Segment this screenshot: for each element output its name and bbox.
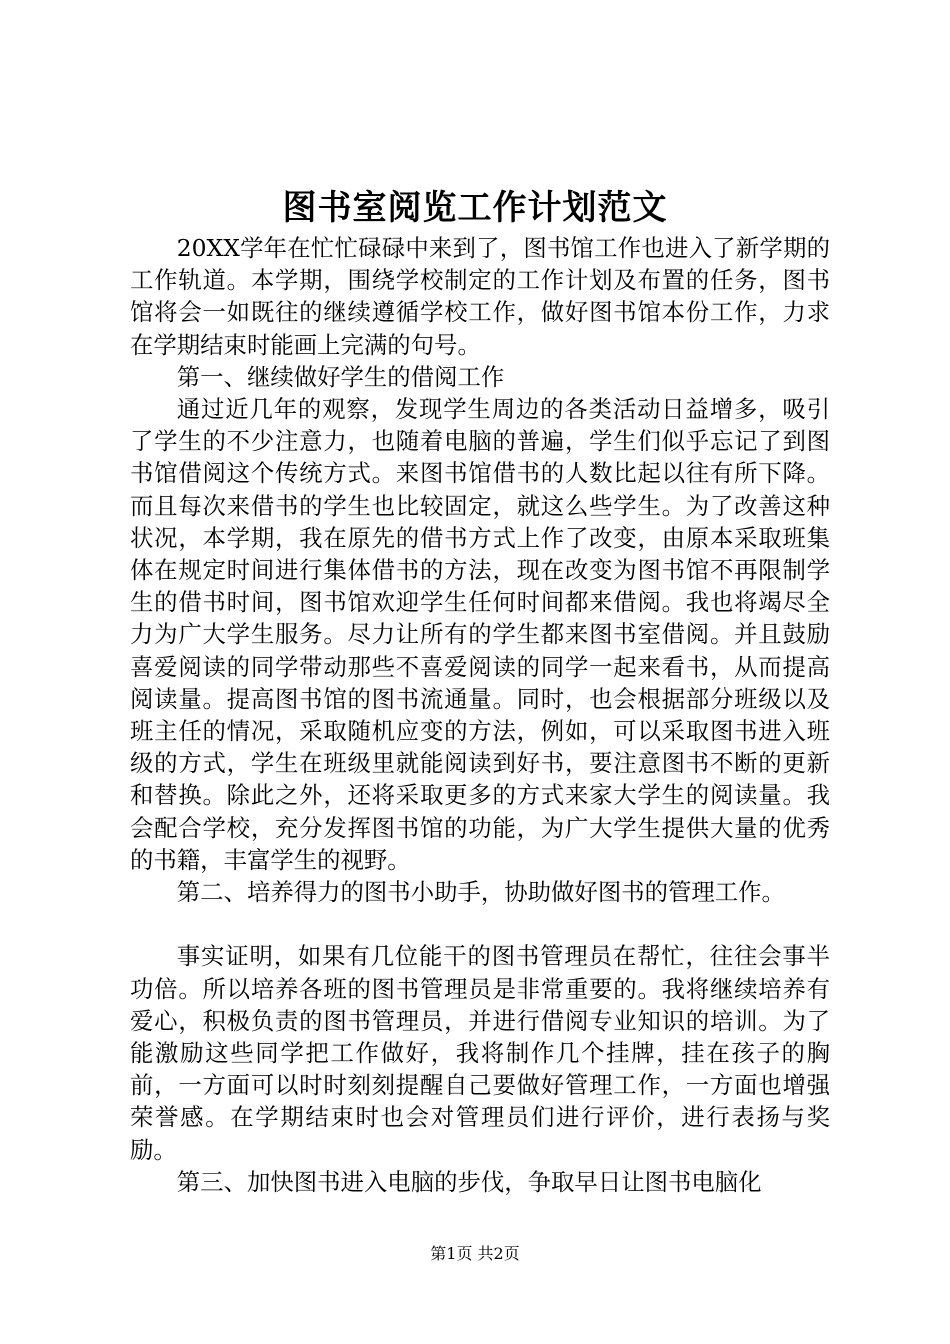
section-2-paragraph: 事实证明，如果有几位能干的图书管理员在帮忙，往往会事半功倍。所以培养各班的图书管理员是非常重要的。我将继续培养有爱心，积极负责的图书管理员，并进行借阅专业知识的培训。为了能激励这些同学把工作做好，我将制作几个挂牌，挂在孩子的胸前，一方面可以时时刻刻提醒自己要做好管理工作，一方面也增强荣誉感。在学期结束时也会对管理员们进行评价，进行表扬与奖励。: [130, 942, 830, 1164]
document-body: [130, 232, 830, 1198]
document-title: 图书室阅览工作计划范文: [282, 188, 668, 228]
blank-line: [130, 908, 830, 940]
section-1-paragraph: 通过近几年的观察，发现学生周边的各类活动日益增多，吸引了学生的不少注意力，也随着电脑的普遍，学生们似乎忘记了到图书馆借阅这个传统方式。来图书馆借书的人数比起以往有所下降。而且每次来借书的学生也比较固定，就这么些学生。为了改善这种状况，本学期，我在原先的借书方式上作了改变，由原本采取班集体在规定时间进行集体借书的方法，现在改变为图书馆不再限制学生的借书时间，图书馆欢迎学生任何时间都来借阅。我也将竭尽全力为广大学生服务。尽力让所有的学生都来图书室借阅。并且鼓励喜爱阅读的同学带动那些不喜爱阅读的同学一起来看书，从而提高阅读量。提高图书馆的图书流通量。同时，也会根据部分班级以及班主任的情况，采取随机应变的方法，例如，可以采取图书进入班级的方式，学生在班级里就能阅读到好书，要注意图书不断的更新和替换。除此之外，还将采取更多的方式来家大学生的阅读量。我会配合学校，充分发挥图书馆的功能，为广大学生提供大量的优秀的书籍，丰富学生的视野。: [130, 395, 830, 874]
page-footer: 第1页 共2页: [430, 1244, 520, 1263]
section-heading-3: 第三、加快图书进入电脑的步伐，争取早日让图书电脑化: [176, 1167, 762, 1196]
intro-paragraph: 20XX学年在忙忙碌碌中来到了，图书馆工作也进入了新学期的工作轨道。本学期，围绕学校制定的工作计划及布置的任务，图书馆将会一如既往的继续遵循学校工作，做好图书馆本份工作，力求在学期结束时能画上完满的句号。: [130, 234, 830, 359]
section-heading-2: 第二、培养得力的图书小助手，协助做好图书的管理工作。: [176, 878, 785, 907]
section-heading-1: 第一、继续做好学生的借阅工作: [176, 362, 505, 391]
